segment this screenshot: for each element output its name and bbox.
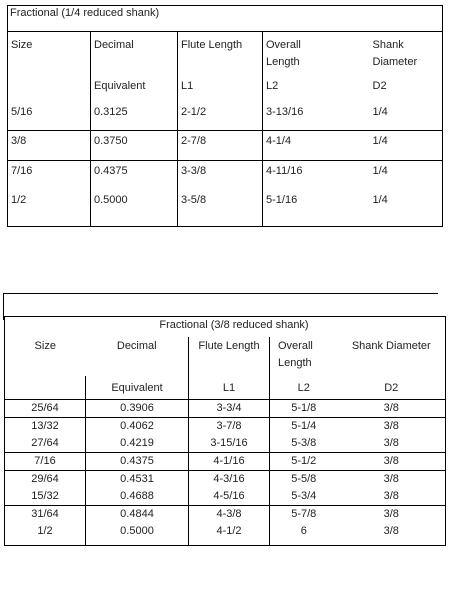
cell-overall-length: 3-13/16 [263, 104, 351, 131]
subheader-size [8, 74, 91, 104]
cell-shank-diameter: 3/8 [383, 420, 399, 432]
cell-decimal: 0.4531 [86, 471, 189, 489]
subheader-size [5, 376, 86, 400]
cell-overall-length: 4-1/4 [263, 131, 351, 161]
cell-flute-length: 4-1/16 [189, 453, 270, 471]
subheader-shank-diameter: D2 [372, 80, 387, 92]
header-size: Size [34, 340, 56, 352]
header-decimal: Decimal [91, 32, 178, 75]
cell-shank-diameter: 3/8 [338, 488, 446, 506]
header-shank-diameter: Shank Diameter [372, 39, 418, 68]
cell-decimal: 0.4375 [86, 453, 189, 471]
header-overall-length: Overall Length [263, 32, 351, 75]
cell-decimal: 0.4062 [86, 418, 189, 436]
cell-decimal: 0.5000 [86, 523, 189, 546]
cell-flute-length: 3-15/16 [189, 435, 270, 453]
header-flute-length: Flute Length [178, 32, 263, 75]
cell-shank-diameter: 3/8 [338, 400, 446, 418]
cell-shank-diameter: 3/8 [383, 525, 399, 537]
cell-overall-length: 5-1/8 [270, 400, 338, 418]
table-title: Fractional (3/8 reduced shank) [159, 319, 309, 331]
cell-overall-length: 5-3/8 [270, 435, 338, 453]
cell-decimal: 0.3125 [91, 104, 178, 131]
cell-shank-diameter: 1/4 [351, 131, 443, 161]
cell-decimal: 0.4844 [86, 506, 189, 524]
cell-size: 15/32 [5, 488, 86, 506]
cell-decimal: 0.4688 [86, 488, 189, 506]
table-fractional-three-eighths-shank [4, 316, 446, 546]
cell-overall-length: 5-1/16 [263, 190, 351, 227]
subheader-decimal: Equivalent [86, 376, 189, 400]
table-row [5, 453, 446, 471]
cell-size: 1/2 [11, 194, 27, 206]
table-title: Fractional (1/4 reduced shank) [8, 6, 443, 32]
cell-overall-length: 5-7/8 [270, 506, 338, 524]
cell-shank-diameter: 3/8 [338, 453, 446, 471]
table-row [5, 488, 446, 506]
cell-flute-length: 4-1/2 [189, 523, 270, 546]
subheader-overall-length: L2 [270, 376, 338, 400]
table-row [5, 418, 446, 436]
cell-flute-length: 2-1/2 [178, 104, 263, 131]
table-fractional-quarter-shank [7, 5, 443, 227]
cell-size: 13/32 [31, 420, 59, 432]
header-size: Size [11, 39, 33, 51]
table-row [5, 435, 446, 453]
cell-size: 7/16 [5, 453, 86, 471]
cell-flute-length: 4-3/16 [189, 471, 270, 489]
cell-decimal: 0.5000 [91, 190, 178, 227]
cell-flute-length: 4-3/8 [189, 506, 270, 524]
cell-shank-diameter: 3/8 [383, 473, 399, 485]
header-overall-length: Overall Length [270, 337, 338, 376]
cell-overall-length: 4-11/16 [263, 161, 351, 191]
cell-flute-length: 2-7/8 [178, 131, 263, 161]
cell-overall-length: 5-3/4 [270, 488, 338, 506]
subheader-shank-diameter: D2 [338, 376, 446, 400]
table-row [5, 400, 446, 418]
table-row [8, 190, 443, 227]
cell-size: 25/64 [5, 400, 86, 418]
cell-decimal: 0.3906 [86, 400, 189, 418]
table-row [8, 104, 443, 131]
cell-shank-diameter: 1/4 [372, 194, 388, 206]
cell-shank-diameter: 3/8 [383, 508, 399, 520]
cell-size: 27/64 [5, 435, 86, 453]
cell-size: 3/8 [8, 131, 91, 161]
header-decimal: Decimal [116, 340, 157, 352]
cell-shank-diameter: 3/8 [338, 435, 446, 453]
cell-flute-length: 3-3/4 [189, 400, 270, 418]
cell-flute-length: 3-3/8 [178, 161, 263, 191]
subheader-overall-length: L2 [263, 74, 351, 104]
subheader-flute-length: L1 [178, 74, 263, 104]
cell-overall-length: 5-1/4 [270, 418, 338, 436]
header-shank-diameter: Shank Diameter [351, 340, 431, 352]
cell-flute-length: 3-5/8 [178, 190, 263, 227]
table-row [5, 471, 446, 489]
subheader-flute-length: L1 [189, 376, 270, 400]
header-flute-length: Flute Length [189, 337, 270, 376]
cell-overall-length: 5-5/8 [270, 471, 338, 489]
cell-shank-diameter: 1/4 [372, 165, 388, 177]
cell-decimal: 0.3750 [91, 131, 178, 161]
cell-overall-length: 5-1/2 [270, 453, 338, 471]
table-row [8, 161, 443, 191]
cell-shank-diameter: 1/4 [351, 104, 443, 131]
table-row [8, 131, 443, 161]
cell-size: 7/16 [11, 165, 33, 177]
table-row [5, 523, 446, 546]
cell-size: 29/64 [31, 473, 59, 485]
table-border-line [3, 293, 438, 294]
cell-size: 31/64 [31, 508, 59, 520]
cell-decimal: 0.4219 [86, 435, 189, 453]
cell-flute-length: 3-7/8 [189, 418, 270, 436]
cell-flute-length: 4-5/16 [189, 488, 270, 506]
cell-size: 1/2 [37, 525, 53, 537]
table-row [5, 506, 446, 524]
cell-overall-length: 6 [270, 523, 338, 546]
cell-size: 5/16 [8, 104, 91, 131]
cell-decimal: 0.4375 [91, 161, 178, 191]
subheader-decimal: Equivalent [91, 74, 178, 104]
